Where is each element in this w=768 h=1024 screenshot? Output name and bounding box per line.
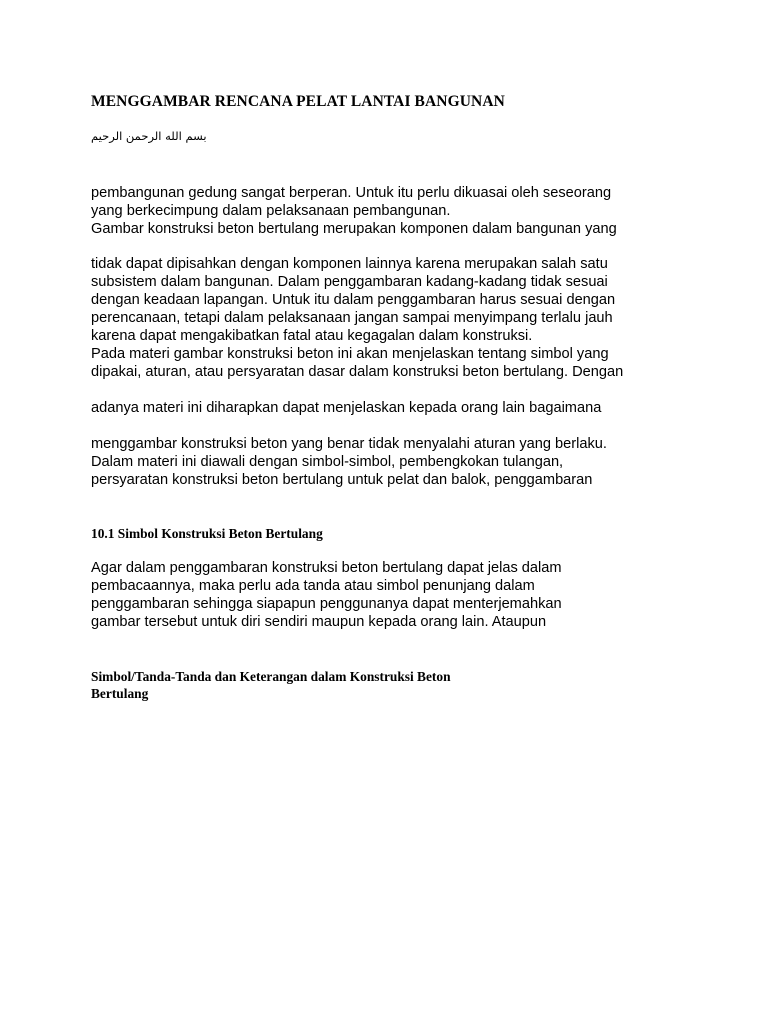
- paragraph-line: adanya materi ini diharapkan dapat menjelaskan kepada orang lain bagaimana: [91, 400, 602, 416]
- paragraph-line: menggambar konstruksi beton yang benar tidak menyalahi aturan yang berlaku.: [91, 436, 607, 452]
- paragraph-line: Dalam materi ini diawali dengan simbol-simbol, pembengkokan tulangan,: [91, 454, 564, 470]
- document-title: MENGGAMBAR RENCANA PELAT LANTAI BANGUNAN: [91, 93, 505, 110]
- section-heading-tanda: Simbol/Tanda-Tanda dan Keterangan dalam Konstruksi Beton: [91, 669, 451, 684]
- paragraph-line: yang berkecimpung dalam pelaksanaan pembangunan.: [91, 203, 451, 219]
- paragraph-line: pembacaannya, maka perlu ada tanda atau simbol penunjang dalam: [91, 578, 535, 594]
- basmala-text: بسم الله الرحمن الرحيم: [91, 129, 207, 143]
- paragraph-line: pembangunan gedung sangat berperan. Untuk itu perlu dikuasai oleh seseorang: [91, 185, 612, 201]
- paragraph-line: Agar dalam penggambaran konstruksi beton bertulang dapat jelas dalam: [91, 560, 562, 576]
- paragraph-line: persyaratan konstruksi beton bertulang untuk pelat dan balok, penggambaran: [91, 472, 593, 488]
- paragraph-line: penggambaran sehingga siapapun penggunanya dapat menterjemahkan: [91, 596, 562, 612]
- paragraph-line: Gambar konstruksi beton bertulang merupakan komponen dalam bangunan yang: [91, 221, 617, 237]
- paragraph-line: karena dapat mengakibatkan fatal atau kegagalan dalam konstruksi.: [91, 328, 533, 344]
- section-heading-simbol: 10.1 Simbol Konstruksi Beton Bertulang: [91, 526, 323, 541]
- paragraph-line: dipakai, aturan, atau persyaratan dasar dalam konstruksi beton bertulang. Dengan: [91, 364, 624, 380]
- paragraph-line: Pada materi gambar konstruksi beton ini akan menjelaskan tentang simbol yang: [91, 346, 609, 362]
- paragraph-line: perencanaan, tetapi dalam pelaksanaan jangan sampai menyimpang terlalu jauh: [91, 310, 613, 326]
- section-heading-tanda-continued: Bertulang: [91, 686, 149, 701]
- paragraph-line: tidak dapat dipisahkan dengan komponen lainnya karena merupakan salah satu: [91, 256, 608, 272]
- paragraph-line: dengan keadaan lapangan. Untuk itu dalam penggambaran harus sesuai dengan: [91, 292, 616, 308]
- paragraph-line: subsistem dalam bangunan. Dalam penggambaran kadang-kadang tidak sesuai: [91, 274, 608, 290]
- paragraph-line: gambar tersebut untuk diri sendiri maupun kepada orang lain. Ataupun: [91, 614, 547, 630]
